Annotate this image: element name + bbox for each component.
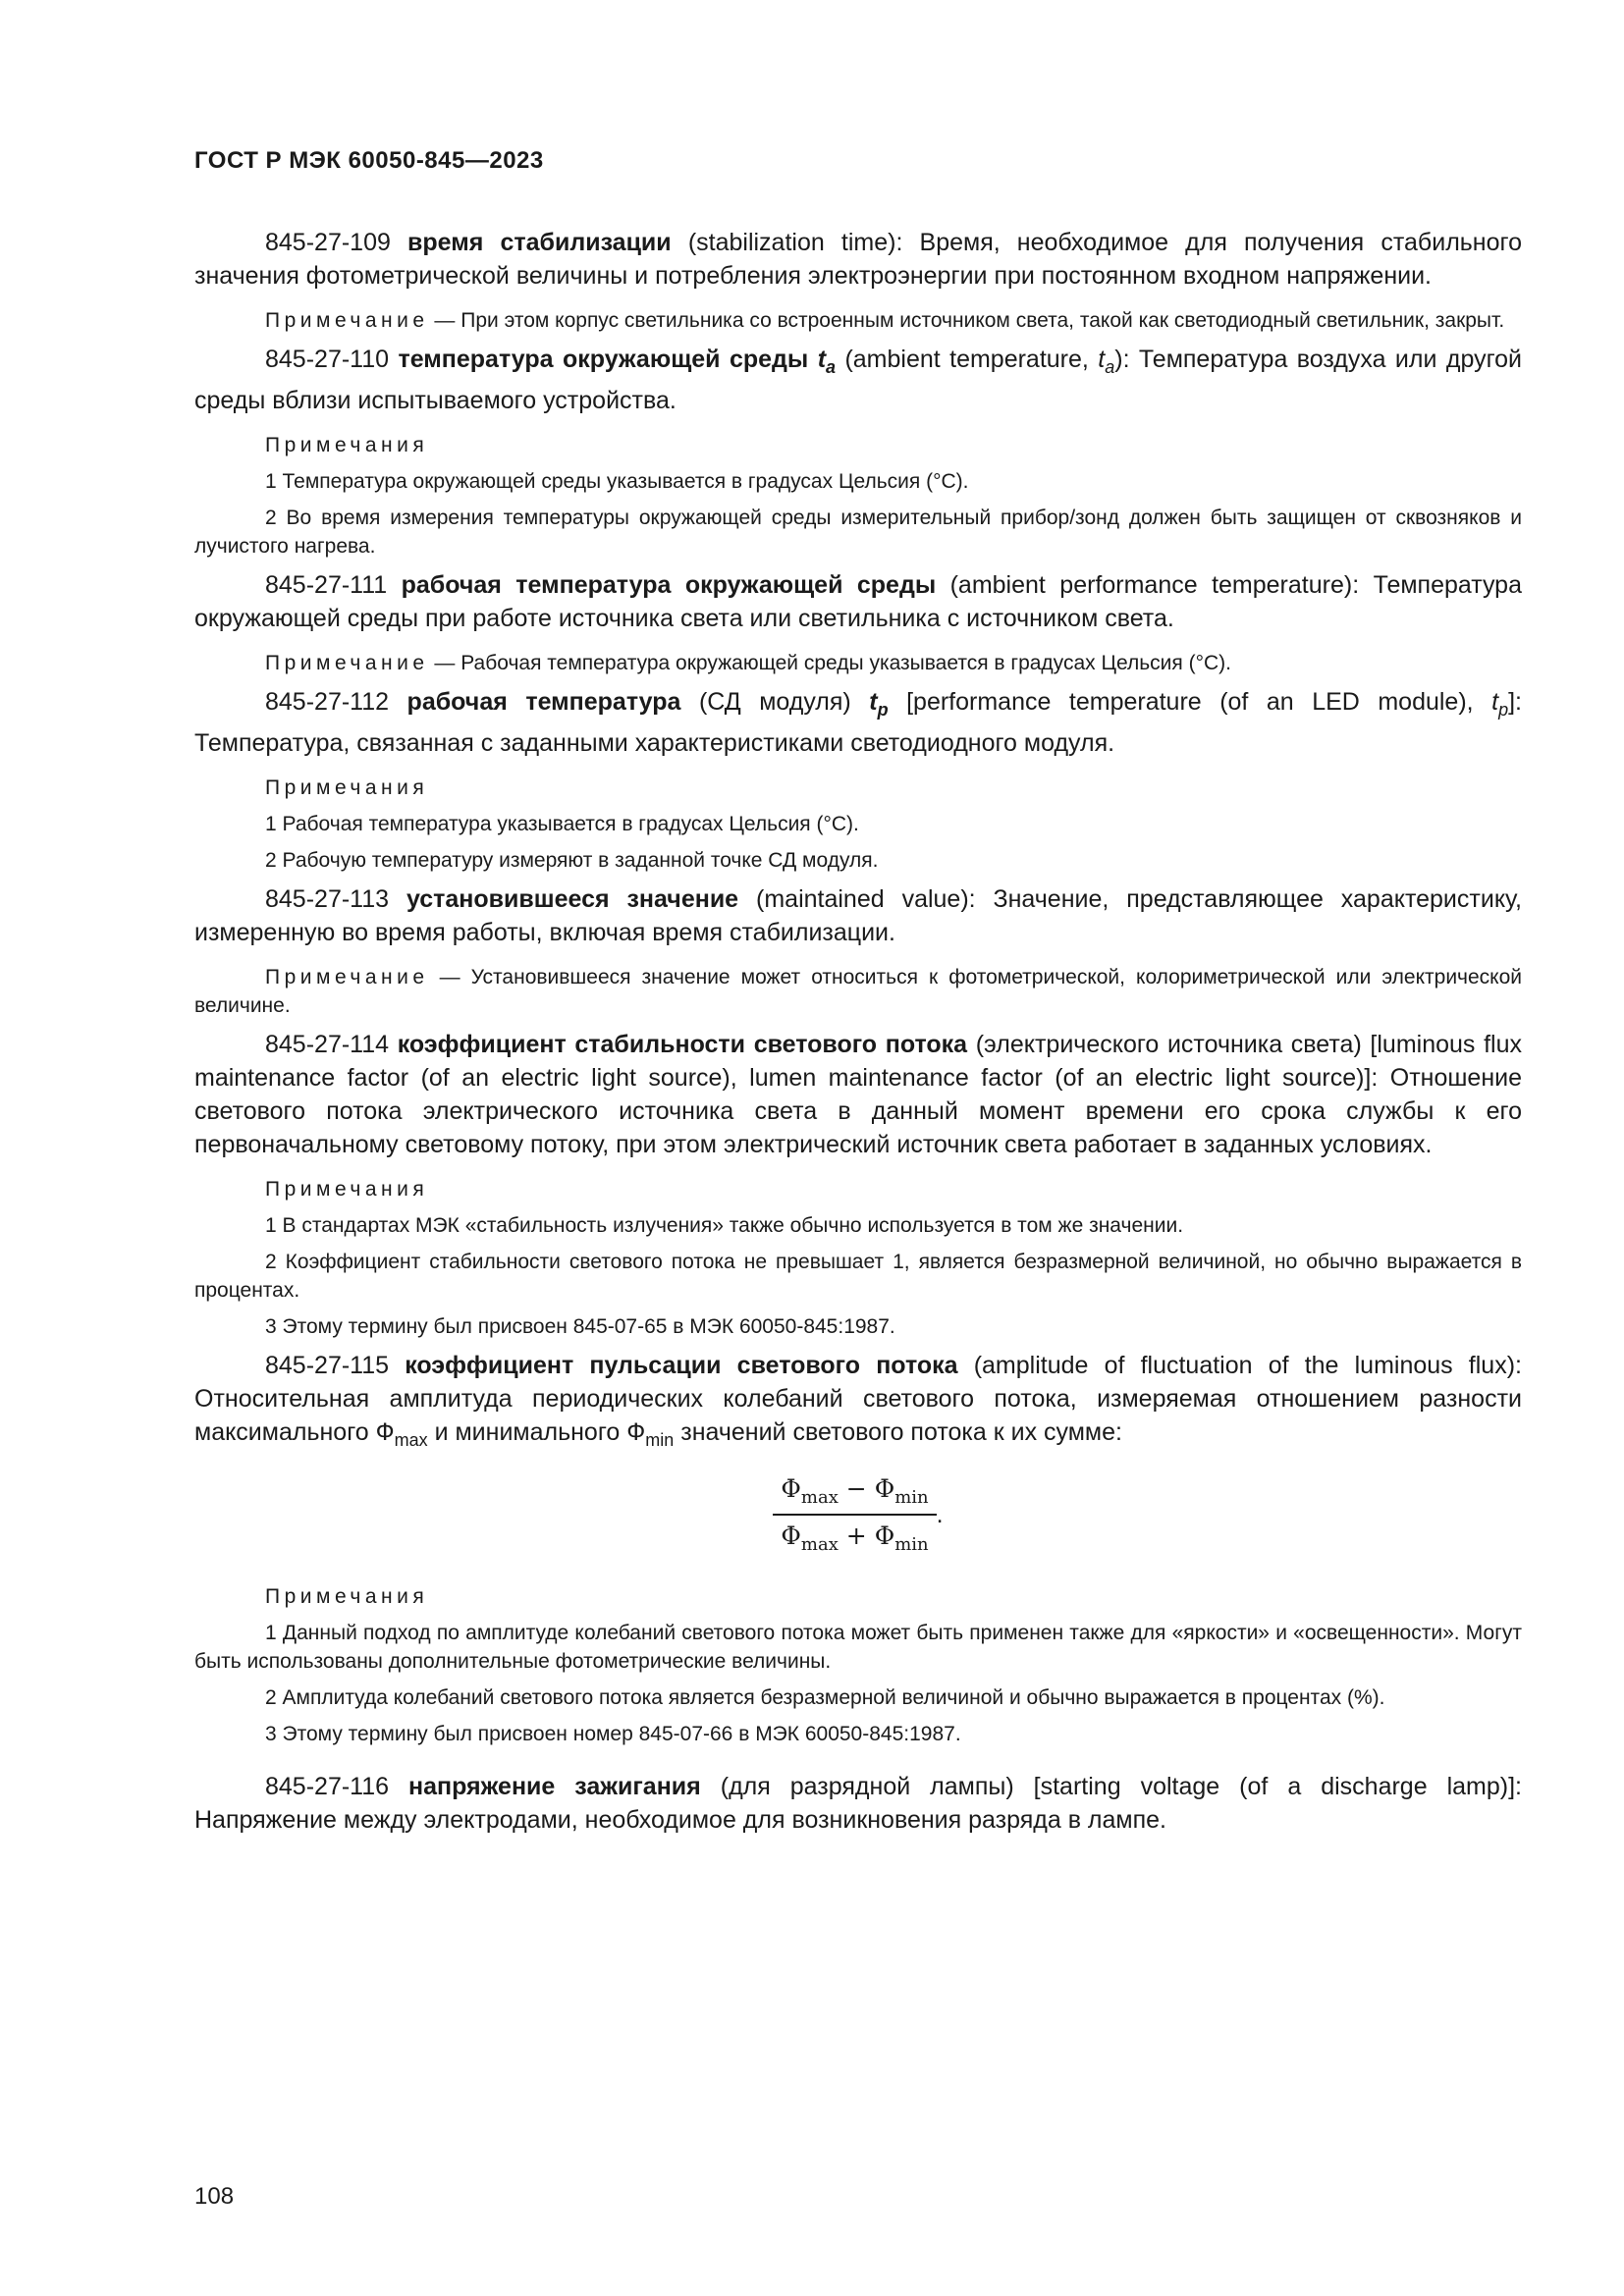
term-845-27-116: 845-27-116 напряжение зажигания (для разрядной лампы) [starting voltage (of a discharge lamp)]: Напряжение между электродами, необходимое для возникновения разряда в лампе. bbox=[194, 1773, 1522, 1834]
note: 2 Рабочую температуру измеряют в заданной точке СД модуля. bbox=[265, 849, 879, 872]
note: 3 Этому термину был присвоен 845-07-65 в МЭК 60050-845:1987. bbox=[265, 1315, 895, 1338]
term-title: время стабилизации bbox=[407, 229, 672, 256]
term-title: рабочая температура окружающей среды bbox=[401, 571, 937, 599]
term-845-27-112: 845-27-112 рабочая температура (СД модуля) $t_p$ [performance temperature (of an LED module), $t_p$]: Температура, связанная с заданными характеристиками светодиодного модуля. bbox=[194, 688, 1522, 757]
term-845-27-109: 845-27-109 время стабилизации (stabilization time): Время, необходимое для получения стабильного значения фотометрической величины и потребления электроэнергии при постоянном входном напряжении. bbox=[194, 229, 1522, 290]
term-title: установившееся значение bbox=[406, 885, 739, 913]
document-page bbox=[194, 147, 1522, 1850]
notes-heading: Примечания bbox=[265, 1178, 429, 1201]
fraction-denominator: $\Phi_{max} + \Phi_{min}$ bbox=[781, 1522, 929, 1555]
term-845-27-113: 845-27-113 установившееся значение (maintained value): Значение, представляющее характеристику, измеренную во время работы, включая время стабилизации. bbox=[194, 885, 1522, 946]
notes-heading: Примечания bbox=[265, 776, 429, 799]
note: Примечание — При этом корпус светильника со встроенным источником света, такой как светодиодный светильник, закрыт. bbox=[265, 309, 1505, 332]
note: 2 Амплитуда колебаний светового потока является безразмерной величиной и обычно выражается в процентах (%). bbox=[265, 1686, 1385, 1709]
notes-heading: Примечания bbox=[265, 1585, 429, 1608]
fraction bbox=[773, 1474, 936, 1555]
term-845-27-114: 845-27-114 коэффициент стабильности светового потока (электрического источника света) [luminous flux maintenance factor (of an electric light source), lumen maintenance factor (of an electric light source)]: Отношение светового потока электрического источника света в данный момент времени его срока службы к его первоначальному световому потоку, при этом электрический источник света работает в заданных условиях. bbox=[194, 1031, 1522, 1158]
note: Примечание — Рабочая температура окружающей среды указывается в градусах Цельсия (°С). bbox=[265, 652, 1231, 674]
note: 3 Этому термину был присвоен номер 845-07-66 в МЭК 60050-845:1987. bbox=[265, 1723, 961, 1745]
term-title: коэффициент стабильности светового потока bbox=[397, 1031, 968, 1058]
formula bbox=[194, 1474, 1522, 1555]
note: 2 Коэффициент стабильности светового потока не превышает 1, является безразмерной величиной, но обычно выражается в процентах. bbox=[194, 1251, 1522, 1302]
note: 2 Во время измерения температуры окружающей среды измерительный прибор/зонд должен быть защищен от сквозняков и лучистого нагрева. bbox=[194, 507, 1522, 558]
notes-heading: Примечания bbox=[265, 434, 429, 456]
term-845-27-111: 845-27-111 рабочая температура окружающей среды (ambient performance temperature): Температура окружающей среды при работе источника света или светильника с источником света. bbox=[194, 571, 1522, 632]
term-title: коэффициент пульсации светового потока bbox=[405, 1352, 958, 1379]
term-845-27-115: 845-27-115 коэффициент пульсации светового потока (amplitude of fluctuation of the luminous flux): Относительная амплитуда периодических колебаний светового потока, измеряемая отношением разности максимального $Ф_{max}$ и минимального $Ф_{min}$ значений светового потока к их сумме: bbox=[194, 1352, 1522, 1450]
formula-period: . bbox=[936, 1500, 944, 1528]
document-header: ГОСТ Р МЭК 60050-845—2023 bbox=[194, 147, 544, 174]
term-title: температура окружающей среды bbox=[398, 346, 818, 373]
note: 1 Рабочая температура указывается в градусах Цельсия (°С). bbox=[265, 813, 859, 835]
term-845-27-110: 845-27-110 температура окружающей среды $t_a$ (ambient temperature, $t_a$): Температура воздуха или другой среды вблизи испытываемого устройства. bbox=[194, 346, 1523, 414]
term-title: напряжение зажигания bbox=[408, 1773, 701, 1800]
term-title: рабочая температура bbox=[406, 688, 681, 716]
fraction-numerator: $\Phi_{max} - \Phi_{min}$ bbox=[773, 1474, 936, 1516]
note: Примечание — Установившееся значение может относиться к фотометрической, колориметрической или электрической величине. bbox=[194, 966, 1522, 1017]
note: 1 В стандартах МЭК «стабильность излучения» также обычно используется в том же значении. bbox=[265, 1214, 1184, 1237]
page-number: 108 bbox=[194, 2183, 235, 2210]
note: 1 Данный подход по амплитуде колебаний светового потока может быть применен также для «яркости» и «освещенности». Могут быть использованы дополнительные фотометрические величины. bbox=[194, 1622, 1522, 1673]
note: 1 Температура окружающей среды указывается в градусах Цельсия (°С). bbox=[265, 470, 969, 493]
